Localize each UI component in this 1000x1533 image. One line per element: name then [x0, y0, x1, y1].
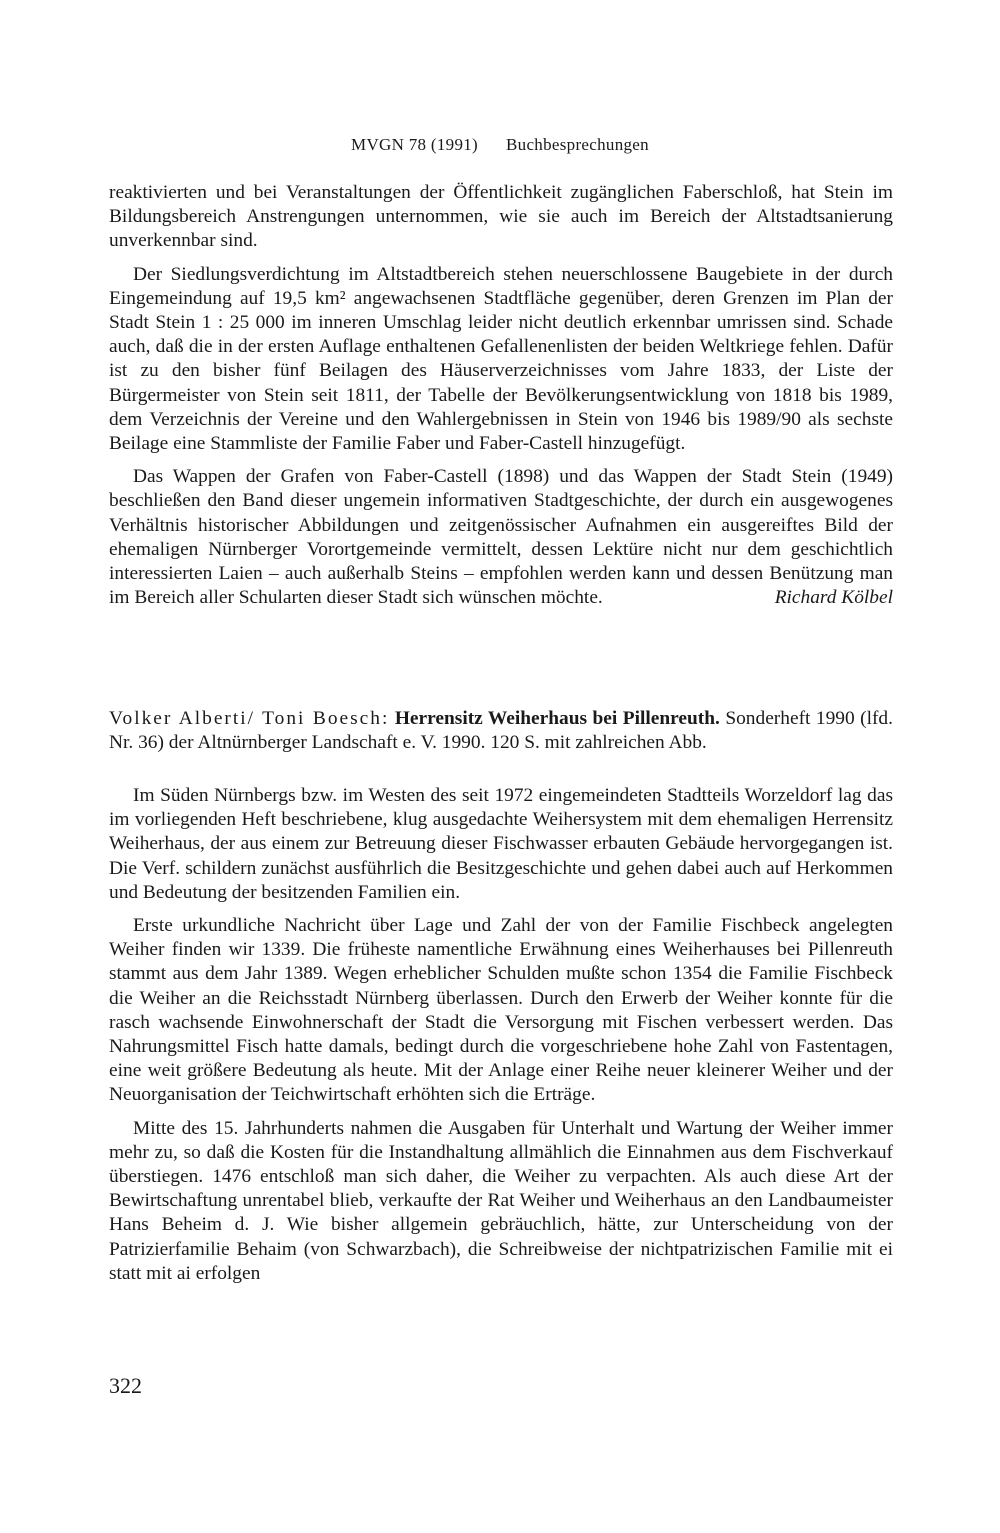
journal-reference: MVGN 78 (1991) — [351, 135, 478, 154]
book-publication-info: Sonderheft 1990 (lfd. Nr. 36) der Altnürnberger Landschaft e. V. 1990. 120 S. mit zahlreichen Abb. — [109, 708, 893, 754]
review-1-paragraph-3-text: Das Wappen der Grafen von Faber-Castell (1898) und das Wappen der Stadt Stein (1949) beschließen den Band dieser ungemein informativen Stadtgeschichte, der durch ein ausgewogenes Verhältnis historischer Abbildungen und zeitgenössischer Aufnahmen ein ausgereiftes Bild der ehemaligen Nürnberger Vorortgemeinde vermittelt, dessen Lektüre nicht nur dem geschichtlich interessierten Laien – auch außerhalb Steins – empfohlen werden kann und dessen Benützung man im Bereich aller Schularten dieser Stadt sich wünschen möchte. — [109, 466, 893, 609]
book-authors: Volker Alberti/ Toni Boesch: — [109, 708, 390, 729]
reviewer-signature: Richard Kölbel — [774, 587, 893, 609]
section-title: Buchbesprechungen — [506, 135, 649, 154]
review-2-citation — [109, 707, 893, 755]
review-2-paragraph-2: Erste urkundliche Nachricht über Lage und Zahl der von der Familie Fischbeck angelegten Weiher finden wir 1339. Die früheste namentliche Erwähnung eines Weiherhauses bei Pillenreuth stammt aus dem Jahr 1389. Wegen erheblicher Schulden mußte schon 1354 die Familie Fischbeck die Weiher an die Reichsstadt Nürnberg überlassen. Durch den Erwerb der Weiher konnte für die rasch wachsende Einwohnerschaft der Stadt die Versorgung mit Fischen verbessert werden. Das Nahrungsmittel Fisch hatte damals, bedingt durch die vorgeschriebene hohe Zahl von Fastentagen, eine weit größere Bedeutung als heute. Mit der Anlage einer Reihe neuer kleinerer Weiher und der Neuorganisation der Teichwirtschaft erhöhten sich die Erträge. — [109, 915, 893, 1106]
review-2-paragraph-3: Mitte des 15. Jahrhunderts nahmen die Ausgaben für Unterhalt und Wartung der Weiher immer mehr zu, so daß die Kosten für die Instandhaltung allmählich die Einnahmen aus dem Fischverkauf überstiegen. 1476 entschloß man sich daher, die Weiher zu verpachten. Als auch diese Art der Bewirtschaftung unrentabel blieb, verkaufte der Rat Weiher und Weiherhaus an den Landbaumeister Hans Beheim d. J. Wie bisher allgemein gebräuchlich, hätte, zur Unterscheidung von der Patrizierfamilie Behaim (von Schwarzbach), die Schreibweise der nichtpatrizischen Familie mit ei statt mit ai erfolgen — [109, 1117, 893, 1284]
review-1-paragraph-3 — [109, 465, 893, 610]
running-header — [0, 135, 1000, 155]
review-2-body — [109, 784, 893, 1286]
review-1-body — [109, 181, 893, 610]
book-citation — [109, 707, 893, 755]
review-1-paragraph-2: Der Siedlungsverdichtung im Altstadtbereich stehen neuerschlossene Baugebiete in der durch Eingemeindung auf 19,5 km² angewachsenen Stadtfläche gegenüber, deren Grenzen im Plan der Stadt Stein 1 : 25 000 im inneren Umschlag leider nicht deutlich erkennbar umrissen sind. Schade auch, daß die in der ersten Auflage enthaltenen Gefallenenlisten der beiden Weltkriege fehlen. Dafür ist zu den bisher fünf Beilagen des Häuserverzeichnisses vom Jahre 1833, der Liste der Bürgermeister von Stein seit 1811, der Tabelle der Bevölkerungsentwicklung von 1818 bis 1989, dem Verzeichnis der Vereine und den Wahlergebnissen in Stein von 1946 bis 1989/90 als sechste Beilage eine Stammliste der Familie Faber und Faber-Castell hinzugefügt. — [109, 263, 893, 455]
review-2-paragraph-1: Im Süden Nürnbergs bzw. im Westen des seit 1972 eingemeindeten Stadtteils Worzeldorf lag das im vorliegenden Heft beschriebene, klug ausgedachte Weihersystem mit dem ehemaligen Herrensitz Weiherhaus, der aus einem zur Betreuung dieser Fischwasser erbauten Gebäude hervorgegangen ist. Die Verf. schildern zunächst ausführlich die Besitzgeschichte und gehen dabei auch auf Herkommen und Bedeutung der besitzenden Familien ein. — [109, 785, 893, 903]
page-number: 322 — [109, 1373, 142, 1398]
review-1-paragraph-1: reaktivierten und bei Veranstaltungen der Öffentlichkeit zugänglichen Faberschloß, hat Stein im Bildungsbereich Anstrengungen unternommen, wie sie auch im Bereich der Altstadtsanierung unverkennbar sind. — [109, 182, 893, 252]
book-title: Herrensitz Weiherhaus bei Pillenreuth. — [394, 708, 720, 729]
